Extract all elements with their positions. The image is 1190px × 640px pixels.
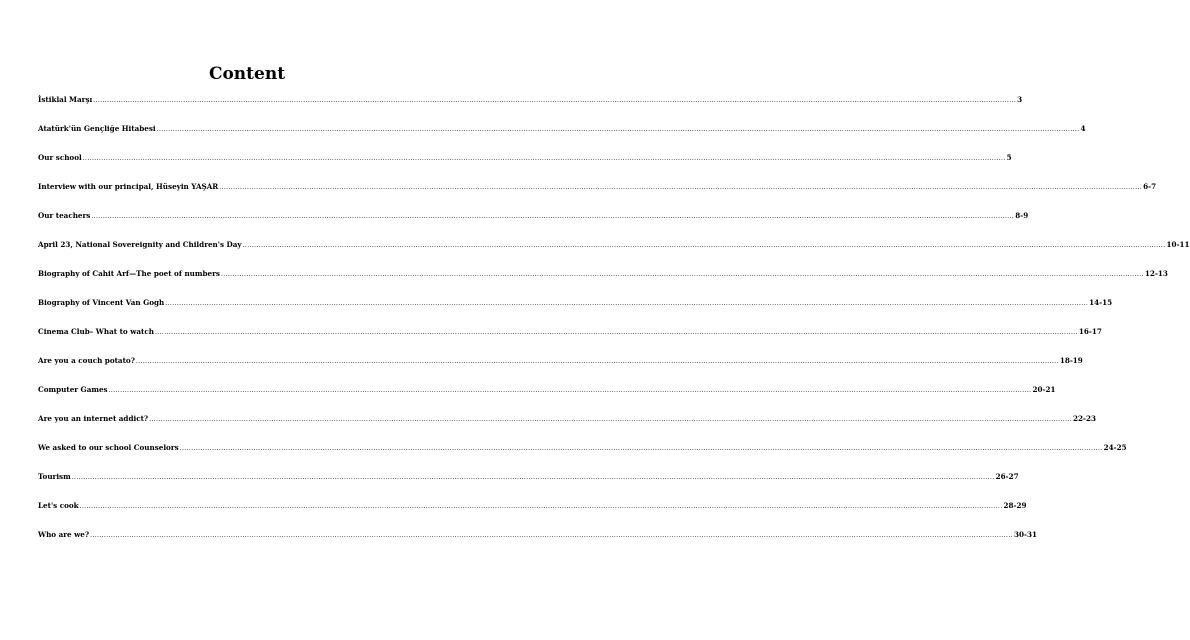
toc-entry bbox=[38, 298, 1113, 327]
toc-entry-page: 28-29 bbox=[1003, 501, 1027, 510]
toc-dot-leader: ................................................................................................................................................................................................................................................................................................................................................................................................................ bbox=[90, 532, 1013, 539]
toc-entry-label: Biography of Vincent Van Gogh bbox=[38, 298, 165, 307]
toc-dot-leader: ................................................................................................................................................................................................................................................................................................................................................................................................................ bbox=[91, 213, 1015, 220]
toc-entry bbox=[38, 153, 1012, 182]
toc-entry-page: 5 bbox=[1006, 153, 1012, 162]
toc-entry-page: 24-25 bbox=[1103, 443, 1127, 452]
toc-dot-leader: ................................................................................................................................................................................................................................................................................................................................................................................................................ bbox=[219, 184, 1143, 191]
toc-entry-page: 8-9 bbox=[1015, 211, 1029, 220]
toc-dot-leader: ................................................................................................................................................................................................................................................................................................................................................................................................................ bbox=[149, 416, 1073, 423]
toc-entry bbox=[38, 327, 1102, 356]
toc-entry bbox=[38, 182, 1157, 211]
toc-entry-label: Who are we? bbox=[38, 530, 90, 539]
toc-entry-label: Biography of Cahit Arf—The poet of numbers bbox=[38, 269, 220, 278]
toc-entry-label: İstiklal Marşı bbox=[38, 95, 93, 104]
toc-entry-page: 3 bbox=[1017, 95, 1023, 104]
toc-entry-label: Our school bbox=[38, 153, 82, 162]
toc-entry bbox=[38, 472, 1019, 501]
toc-entry-page: 20-21 bbox=[1032, 385, 1056, 394]
toc-dot-leader: ................................................................................................................................................................................................................................................................................................................................................................................................................ bbox=[93, 97, 1017, 104]
toc-entry-label: Atatürk'ün Gençliğe Hitabesi bbox=[38, 124, 156, 133]
toc-entry bbox=[38, 211, 1029, 240]
toc-dot-leader: ................................................................................................................................................................................................................................................................................................................................................................................................................ bbox=[71, 474, 995, 481]
toc-entry-label: We asked to our school Counselors bbox=[38, 443, 179, 452]
toc-entry bbox=[38, 385, 1056, 414]
toc-entry-label: Are you a couch potato? bbox=[38, 356, 135, 365]
toc-dot-leader: ................................................................................................................................................................................................................................................................................................................................................................................................................ bbox=[165, 300, 1089, 307]
toc-dot-leader: ................................................................................................................................................................................................................................................................................................................................................................................................................ bbox=[156, 126, 1080, 133]
toc-dot-leader: ................................................................................................................................................................................................................................................................................................................................................................................................................ bbox=[82, 155, 1006, 162]
toc-entry-label: Are you an internet addict? bbox=[38, 414, 149, 423]
table-of-contents bbox=[38, 95, 1190, 559]
toc-entry bbox=[38, 443, 1127, 472]
toc-entry-label: Let's cook bbox=[38, 501, 79, 510]
toc-entry-page: 14-15 bbox=[1089, 298, 1113, 307]
toc-entry-label: Our teachers bbox=[38, 211, 91, 220]
toc-entry bbox=[38, 530, 1037, 559]
toc-entry bbox=[38, 124, 1086, 153]
toc-dot-leader: ................................................................................................................................................................................................................................................................................................................................................................................................................ bbox=[108, 387, 1032, 394]
toc-entry-page: 26-27 bbox=[995, 472, 1019, 481]
toc-entry-page: 16-17 bbox=[1078, 327, 1102, 336]
toc-entry bbox=[38, 95, 1023, 124]
toc-entry-page: 6-7 bbox=[1143, 182, 1157, 191]
toc-entry-label: Cinema Club– What to watch bbox=[38, 327, 154, 336]
toc-entry bbox=[38, 501, 1027, 530]
toc-entry-page: 22-23 bbox=[1073, 414, 1097, 423]
toc-entry-label: Tourism bbox=[38, 472, 71, 481]
toc-entry-label: Computer Games bbox=[38, 385, 108, 394]
toc-dot-leader: ................................................................................................................................................................................................................................................................................................................................................................................................................ bbox=[242, 242, 1166, 249]
toc-entry bbox=[38, 414, 1097, 443]
toc-dot-leader: ................................................................................................................................................................................................................................................................................................................................................................................................................ bbox=[154, 329, 1078, 336]
toc-dot-leader: ................................................................................................................................................................................................................................................................................................................................................................................................................ bbox=[135, 358, 1059, 365]
toc-entry bbox=[38, 356, 1083, 385]
toc-dot-leader: ................................................................................................................................................................................................................................................................................................................................................................................................................ bbox=[179, 445, 1103, 452]
toc-entry-page: 12-13 bbox=[1144, 269, 1168, 278]
toc-entry-page: 10-11 bbox=[1166, 240, 1190, 249]
toc-entry bbox=[38, 269, 1168, 298]
toc-entry-label: Interview with our principal, Hüseyin YAŞAR bbox=[38, 182, 219, 191]
toc-dot-leader: ................................................................................................................................................................................................................................................................................................................................................................................................................ bbox=[220, 271, 1144, 278]
page-title: Content bbox=[208, 64, 286, 84]
toc-entry bbox=[38, 240, 1190, 269]
toc-entry-page: 4 bbox=[1080, 124, 1086, 133]
toc-entry-page: 18-19 bbox=[1059, 356, 1083, 365]
toc-entry-page: 30-31 bbox=[1013, 530, 1037, 539]
toc-entry-label: April 23, National Sovereignity and Children's Day bbox=[38, 240, 242, 249]
toc-dot-leader: ................................................................................................................................................................................................................................................................................................................................................................................................................ bbox=[79, 503, 1003, 510]
